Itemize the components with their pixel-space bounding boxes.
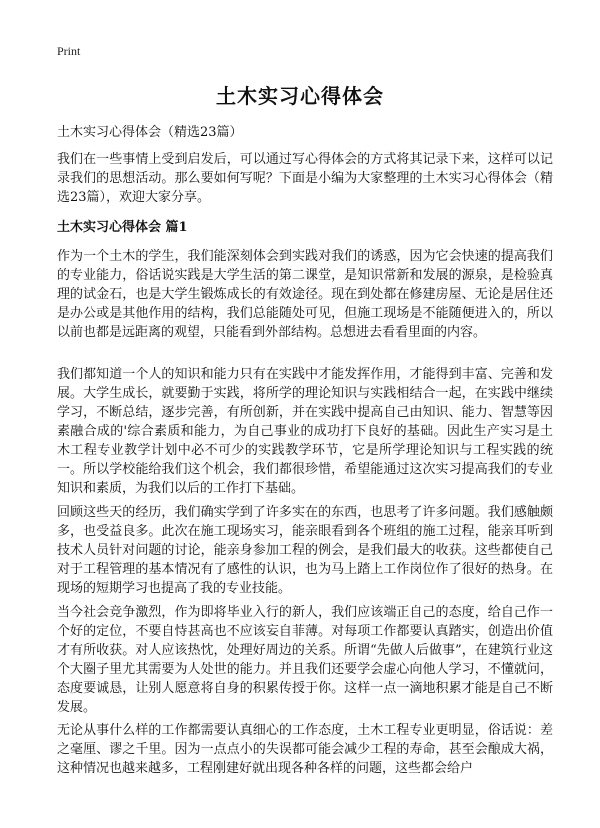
page-title: 土木实习心得体会 [216,84,384,108]
body-paragraph-5: 无论从事什么样的工作都需要认真细心的工作态度，土木工程专业更明显，俗话说：差之毫厘、谬之千里。因为一点点小的失误都可能会减少工程的寿命，甚至会酿成大祸，这种情况也越来越多，工程刚建好就出现各种各样的问题，这些都会给户 [57,723,553,776]
document-subtitle: 土木实习心得体会（精选23篇） [57,125,243,140]
body-paragraph-2: 我们都知道一个人的知识和能力只有在实践中才能发挥作用，才能得到丰富、完善和发展。大学生成长，就要勤于实践，将所学的理论知识与实践相结合一起，在实践中继续学习，不断总结，逐步完善，有所创新，并在实践中提高自己由知识、能力、智慧等因素融合成的'综合素质和能力，为自己事业的成功打下良好的基础。因此生产实习是土木工程专业教学计划中必不可少的实践教学环节，它是所学理论知识与工程实践的统一。所以学校能给我们这个机会，我们都很珍惜，希望能通过这次实习提高我们的专业知识和素质，为我们以后的工作打下基础。 [57,367,553,496]
section-heading: 土木实习心得体会 篇1 [57,220,188,235]
body-paragraph-3: 回顾这些天的经历，我们确实学到了许多实在的东西，也思考了许多问题。我们感触颇多，也受益良多。此次在施工现场实习，能亲眼看到各个班组的施工过程，能亲耳听到技术人员针对问题的讨论，能亲身参加工程的例会，是我们最大的收获。这些都使自己对于工程管理的基本情况有了感性的认识，也为马上踏上工作岗位作了很好的热身。在现场的短期学习也提高了我的专业技能。 [57,505,553,596]
body-paragraph-1: 作为一个土木的学生，我们能深刻体会到实践对我们的诱惑，因为它会快速的提高我们的专业能力，俗话说实践是大学生活的第二课堂，是知识常新和发展的源泉，是检验真理的试金石，也是大学生锻炼成长的有效途径。现在到处都在修建房屋、无论是居住还是办公或是其他作用的结构，我们总能随处可见，但施工现场是不能随便进入的，所以以前也都是远距离的观望，只能看到外部结构。总想进去看看里面的内容。 [57,249,553,340]
body-paragraph-4: 当今社会竞争激烈，作为即将毕业入行的新人，我们应该端正自己的态度，给自己作一个好的定位，不要自恃甚高也不应该妄自菲薄。对每项工作都要认真踏实，创造出价值才有所收获。对人应该热忱，处理好周边的关系。所谓“先做人后做事”，在建筑行业这个大圈子里尤其需要为人处世的能力。并且我们还要学会虚心向他人学习，不懂就问，态度要诚恳，让别人愿意将自身的积累传授于你。这样一点一滴地积累才能是自己不断发展。 [57,605,553,715]
intro-paragraph: 我们在一些事情上受到启发后，可以通过写心得体会的方式将其记录下来，这样可以记录我们的思想活动。那么要如何写呢？下面是小编为大家整理的土木实习心得体会（精选23篇），欢迎大家分享。 [57,152,553,205]
print-link[interactable]: Print [57,44,81,58]
